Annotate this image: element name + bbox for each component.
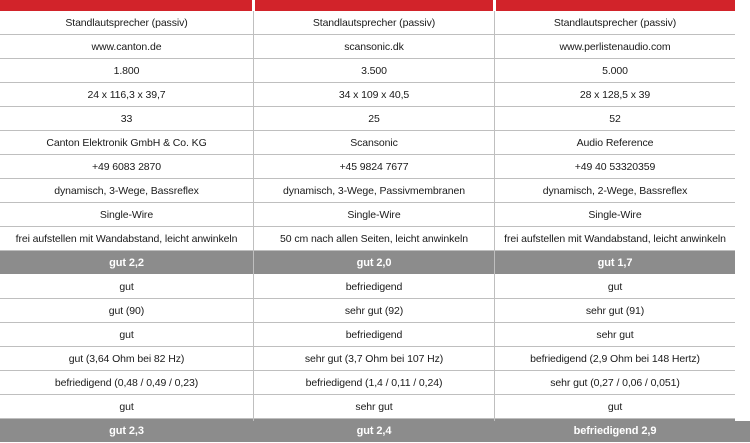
table-cell: gut xyxy=(119,280,134,293)
table-row xyxy=(0,35,750,59)
table-cell: 50 cm nach allen Seiten, leicht anwinkeln xyxy=(280,232,468,245)
table-cell: +45 9824 7677 xyxy=(339,160,409,173)
table-row xyxy=(0,203,750,227)
table-row xyxy=(0,323,750,347)
table-cell: dynamisch, 3-Wege, Passivmembranen xyxy=(283,184,465,197)
table-row xyxy=(0,299,750,323)
table-cell: befriedigend xyxy=(345,280,403,293)
header-red-bar xyxy=(0,0,750,11)
table-cell: gut xyxy=(119,328,134,341)
table-cell: befriedigend xyxy=(345,328,403,341)
table-cell: 24 x 116,3 x 39,7 xyxy=(87,88,166,101)
table-cell: Canton Elektronik GmbH & Co. KG xyxy=(46,136,207,149)
table-cell: +49 40 53320359 xyxy=(574,160,656,173)
table-cell: Single-Wire xyxy=(588,208,642,221)
header-separator xyxy=(493,0,496,11)
table-row xyxy=(0,107,750,131)
table-row xyxy=(0,59,750,83)
table-row xyxy=(0,11,750,35)
table-cell: sehr gut (0,27 / 0,06 / 0,051) xyxy=(550,376,680,389)
table-cell: dynamisch, 3-Wege, Bassreflex xyxy=(54,184,199,197)
table-body xyxy=(0,11,750,443)
table-cell: gut xyxy=(119,400,134,413)
table-cell: sehr gut (92) xyxy=(344,304,404,317)
table-cell: gut (90) xyxy=(108,304,145,317)
table-cell: gut xyxy=(607,280,623,293)
summary-cell: gut 1,7 xyxy=(597,256,633,269)
table-cell: sehr gut (3,7 Ohm bei 107 Hz) xyxy=(304,352,444,365)
table-cell: +49 6083 2870 xyxy=(91,160,162,173)
table-cell: 5.000 xyxy=(602,64,628,77)
table-cell: 1.800 xyxy=(113,64,140,77)
table-cell: Single-Wire xyxy=(347,208,401,221)
table-row xyxy=(0,347,750,371)
header-separator xyxy=(252,0,255,11)
table-cell: Standlautsprecher (passiv) xyxy=(553,16,677,29)
table-cell: www.perlistenaudio.com xyxy=(559,40,671,53)
table-cell: Audio Reference xyxy=(576,136,654,149)
table-cell: frei aufstellen mit Wandabstand, leicht anwinkeln xyxy=(504,232,726,245)
table-row xyxy=(0,179,750,203)
table-cell: befriedigend (1,4 / 0,11 / 0,24) xyxy=(305,376,443,389)
table-cell: gut (3,64 Ohm bei 82 Hz) xyxy=(68,352,185,365)
table-row xyxy=(0,395,750,419)
right-margin xyxy=(735,0,750,421)
table-cell: Single-Wire xyxy=(99,208,154,221)
table-row xyxy=(0,275,750,299)
table-cell: sehr gut xyxy=(355,400,393,413)
table-cell: 28 x 128,5 x 39 xyxy=(579,88,651,101)
table-cell: scansonic.dk xyxy=(344,40,404,53)
summary-row xyxy=(0,251,750,275)
table-cell: Standlautsprecher (passiv) xyxy=(65,16,188,29)
summary-cell: gut 2,2 xyxy=(109,256,144,269)
table-cell: 52 xyxy=(609,112,621,125)
table-row xyxy=(0,131,750,155)
summary-cell: gut 2,3 xyxy=(109,424,144,437)
table-cell: dynamisch, 2-Wege, Bassreflex xyxy=(542,184,688,197)
table-cell: www.canton.de xyxy=(91,40,162,53)
table-row xyxy=(0,371,750,395)
table-row xyxy=(0,227,750,251)
table-cell: gut xyxy=(607,400,623,413)
table-row xyxy=(0,83,750,107)
table-cell: Standlautsprecher (passiv) xyxy=(312,16,436,29)
table-cell: 33 xyxy=(120,112,133,125)
table-cell: befriedigend (0,48 / 0,49 / 0,23) xyxy=(54,376,199,389)
table-cell: Scansonic xyxy=(350,136,398,149)
table-cell: sehr gut xyxy=(596,328,634,341)
column-divider xyxy=(494,11,495,421)
table-cell: befriedigend (2,9 Ohm bei 148 Hertz) xyxy=(530,352,700,365)
column-divider xyxy=(253,11,254,421)
table-cell: frei aufstellen mit Wandabstand, leicht anwinkeln xyxy=(15,232,238,245)
summary-cell: gut 2,0 xyxy=(356,256,392,269)
table-cell: 3.500 xyxy=(361,64,387,77)
table-cell: 25 xyxy=(368,112,380,125)
summary-cell: gut 2,4 xyxy=(356,424,392,437)
table-cell: sehr gut (91) xyxy=(585,304,645,317)
table-row xyxy=(0,155,750,179)
table-cell: 34 x 109 x 40,5 xyxy=(338,88,410,101)
summary-cell: befriedigend 2,9 xyxy=(573,424,657,437)
summary-row xyxy=(0,419,750,443)
